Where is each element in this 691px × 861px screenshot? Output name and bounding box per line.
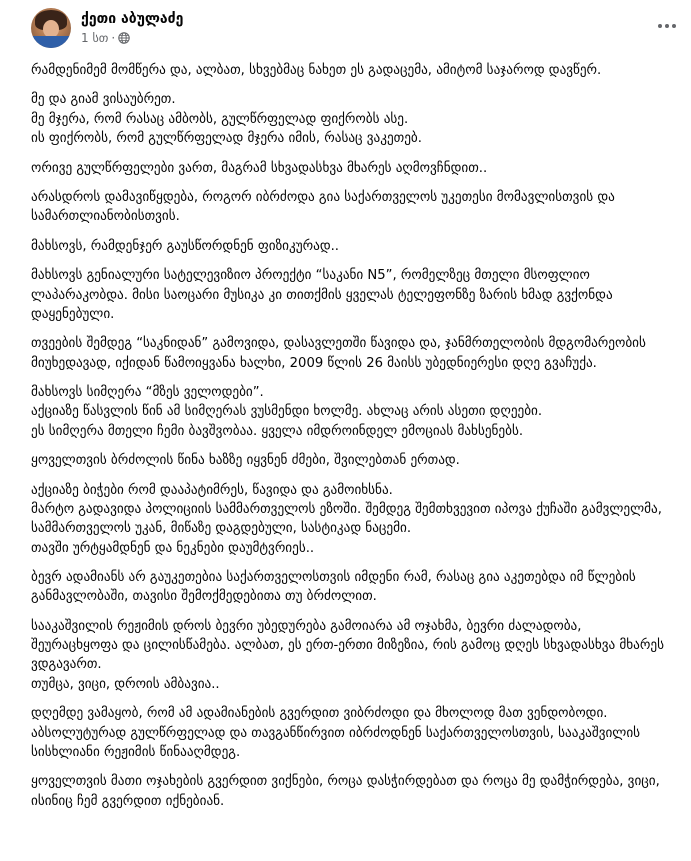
post-paragraph: აქციაზე ბიჭები რომ დააპატიმრეს, წავიდა და გამოიხსნა. მარტო გადავიდა პოლიციის სამმართველოს ეზოში. შემდეგ შემთხვევით იპოვა ქუჩაში გამვლელმა, სამმართველოს უკან, მიწაზე დაგდებული, სასტიკად ნაცემი. თავში ურტყამდნენ და ნეკნები დაუმტვრიეს.. [31, 482, 662, 556]
post-paragraph: მე და გიამ ვისაუბრეთ. მე მჯერა, რომ რასაც ამბობს, გულწრფელად ფიქრობს ასე. ის ფიქრობს, რომ გულწრფელად მჯერა იმის, რასაც ვაკეთებ. [31, 92, 422, 147]
globe-icon[interactable] [118, 32, 130, 44]
post-paragraph: ორივე გულწრფელები ვართ, მაგრამ სხვადასხვა მხარეს აღმოვჩნდით.. [31, 160, 488, 176]
menu-dot [658, 24, 662, 28]
post-paragraph: მახსოვს სიმღერა “მზეს ველოდები”. აქციაზე წასვლის წინ ამ სიმღერას ვუსმენდი ხოლმე. ახლაც არის ასეთი დღეები. ეს სიმღერა მთელი ჩემი ბავშვობაა. ყველა იმდროინდელ ემოციას მახსენებს. [31, 385, 543, 439]
post-paragraph: არასდროს დამავიწყდება, როგორ იბრძოდა გია საქართველოს უკეთესი მომავლისთვის და სამართლიანობისთვის. [31, 190, 615, 225]
post-time[interactable]: 1 სთ [81, 31, 109, 45]
menu-dot [665, 24, 669, 28]
meta-separator: · [111, 31, 116, 45]
post-paragraph: მახსოვს, რამდენჯერ გაუსწორდნენ ფიზიკურად.. [31, 238, 339, 254]
post-header [0, 0, 691, 52]
post-paragraph: თვეების შემდეგ “საკნიდან” გამოვიდა, დასავლეთში წავიდა და, ჯანმრთელობის მდგომარეობის მიუხედავად, იქიდან წამოიყვანა ხალხი, 2009 წლის 26 მაისს უბედნიერესი დღე გვაჩუქა. [31, 336, 646, 371]
author-name[interactable]: ქეთი აბულაძე [81, 11, 184, 27]
post-body [31, 61, 671, 821]
menu-dot [672, 24, 676, 28]
post-paragraph: ყოველთვის ბრძოლის წინა ხაზზე იყვნენ ძმები, შვილებთან ერთად. [31, 453, 460, 469]
post-paragraph: ყოველთვის მათი ოჯახების გვერდით ვიქნები, როცა დასჭირდებათ და როცა მე დამჭირდება, ვიცი, ისინიც ჩემ გვერდით იქნებიან. [31, 774, 660, 809]
post-paragraph: რამდენიმემ მომწერა და, ალბათ, სხვებმაც ნახეთ ეს გადაცემა, ამიტომ საჯაროდ დავწერ. [31, 63, 602, 78]
post-paragraph: დღემდე ვამაყობ, რომ ამ ადამიანების გვერდით ვიბრძოდი და მხოლოდ მათ ვენდობოდი. აბსოლუტურად გულწრფელად და თავგანწირვით იბრძოდნენ საქართველოსთვის, სააკაშვილის სისხლიანი რეჟიმის წინააღმდეგ. [31, 706, 641, 760]
post-paragraph: ბევრ ადამიანს არ გაუკეთებია საქართველოსთვის იმდენი რამ, რასაც გია აკეთებდა იმ წლების განმავლობაში, თავისი შემოქმედებითა თუ ბრძოლით. [31, 570, 636, 605]
avatar-shirt [31, 36, 71, 48]
avatar[interactable] [31, 8, 71, 48]
more-options-icon[interactable] [651, 12, 683, 40]
post-paragraph: სააკაშვილის რეჟიმის დროს ბევრი უბედურება გამოიარა ამ ოჯახმა, ბევრი ძალადობა, შეურაცხყოფა და ცილისწამება. ალბათ, ეს ერთ-ერთი მიზეზია, რის გამოც დღეს სხვადასხვა მხარეს ვდგავართ. თუმცა, ვიცი, დროის ამბავია.. [31, 618, 664, 692]
post-paragraph: მახსოვს გენიალური სატელევიზიო პროექტი “საკანი N5”, რომელზეც მთელი მსოფლიო ლაპარაკობდა. მისი საოცარი მუსიკა კი თითქმის ყველას ტელეფონზე ზარის ხმად გვქონდა დაყენებული. [31, 268, 613, 322]
post-meta [81, 31, 130, 45]
